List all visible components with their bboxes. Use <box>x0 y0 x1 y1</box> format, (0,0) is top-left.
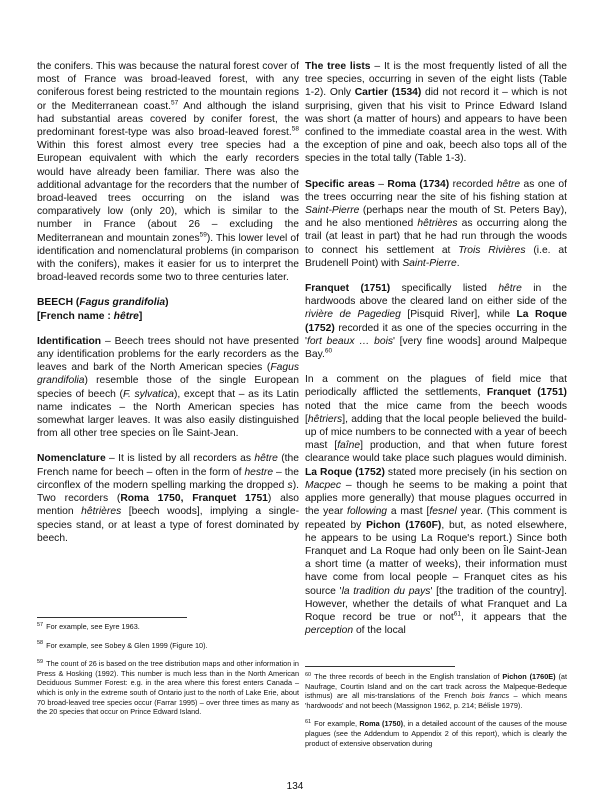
footnote-60: $^{60}$ The three records of beech in the English translation of Pichon (1760E) (at Naufrage, Courtin Island and on the cart track across the Malpeque-Bedeque isthmus) are all mis-translations of the French bois francs – which means 'hardwoods' and not beech (Massignon 1962, p. 214; Bélisle 1979). <box>305 671 567 710</box>
footnote-ref-60[interactable]: 60 <box>324 347 333 355</box>
footnote-59: $^{59}$ The count of 26 is based on the tree distribution maps and other information in Press & Hosking (1992). This number is much less than in the North American Deciduous Summer Forest: e.g. in the area where this forest enters Canada – which is only in the extreme south of Ontario just to the north of Lake Erie, about 70 broad-leaved tree species occur (Farrar 1995) – over three times as many as the 20 species that occur on Prince Edward Island. <box>37 658 299 717</box>
footnote-ref-61[interactable]: 61 <box>453 610 462 618</box>
beech-heading-line2: [French name : hêtre] <box>37 310 143 322</box>
footnotes-right <box>305 672 567 757</box>
footnote-ref-59[interactable]: 59 <box>199 231 207 239</box>
franquet-paragraph: Franquet (1751) specifically listed hêtre in the hardwoods above the cleared land on either side of the rivière de Pagedieg [Pisquid River], while La Roque (1752) recorded it as one of the species occurring in the 'fort beaux … bois' [very fine woods] around Malpeque Bay.$^{60}$ <box>305 283 567 361</box>
footnote-61: $^{61}$ For example, Roma (1750), in a detailed account of the causes of the mouse plagues (see the Addendum to Appendix 2 of this report), which is clearly the product of extensive observation during <box>305 718 567 748</box>
footnote-divider-right <box>305 666 455 667</box>
footnote-58: $^{58}$ For example, see Sobey & Glen 1999 (Figure 10). <box>37 640 208 650</box>
tree-lists-paragraph: The tree lists – It is the most frequently listed of all the tree species, occurring in seven of the eight lists (Table 1-2). Only Cartier (1534) did not record it – which is not surprising, given that his visit to Prince Edward Island was short (a matter of hours) and appears to have been confined to the immediate coastal area in the west. With the exception of pine and oak, beech also tops all of the species in the total tally (Table 1-3). <box>305 61 567 165</box>
footnote-divider-left <box>37 617 187 618</box>
specific-areas-title: Specific areas <box>305 178 375 190</box>
nomenclature-title: Nomenclature <box>37 453 106 465</box>
beech-section-heading <box>37 296 299 322</box>
page-number: 134 <box>286 781 304 792</box>
identification-title: Identification <box>37 335 102 347</box>
tree-lists-title: The tree lists <box>305 61 371 72</box>
specific-areas-paragraph: Specific areas – Roma (1734) recorded hêtre as one of the trees occurring near the site of his fishing station at Saint-Pierre (perhaps near the mouth of St. Peters Bay), and he also mentioned hêtrières as occurring along the trail (at least in part) that he had run through the woods to connect his settlement at Trois Rivières (i.e. at Brudenell Point) with Saint-Pierre. <box>305 178 568 269</box>
identification-paragraph: Identification – Beech trees should not have presented any identification problems for the early recorders as the leaves and bark of the North American species (Fagus grandifolia) resemble those of the single European species of beech (F. sylvatica), except that – as its Latin name indicates – the North American species has somewhat larger leaves. It was also easily distinguished from all other tree species on Île Saint-Jean. <box>37 335 299 440</box>
right-column <box>305 60 567 649</box>
footnote-57: $^{57}$ For example, see Eyre 1963. <box>37 621 140 631</box>
footnote-ref-58[interactable]: 58 <box>291 125 299 133</box>
intro-paragraph: the conifers. This was because the natural forest cover of most of France was broad-leaved forest, with any coniferous forest being restricted to the mountain regions or the Mediterranean coast.$^{57}$ And although the island had substantial areas covered by conifer forest, the predominant forest-type was also broad-leaved forest.$^{58}$ Within this forest almost every tree species had a European equivalent with which the early recorders would have already been familiar. There was also the additional advantage for the recorders that the number of broad-leaved trees occurring on the island was comparatively low (only 20), which is similar to the number in France (about 26 – excluding the Mediterranean and mountain zones$^{59}$). This lower level of identification and nomenclatural problems (in comparison with the conifers), makes it easier for us to interpret the broad-leaved records some two to three centuries later. <box>37 61 299 284</box>
left-column <box>37 60 299 557</box>
nomenclature-paragraph: Nomenclature – It is listed by all recorders as hêtre (the French name for beech – often in the form of hestre – the circonflex of the modern spelling marking the dropped s). Two recorders (Roma 1750, Franquet 1751) also mention hêtrières [beech woods], implying a single-species stand, or at least a type of forest dominated by beech. <box>37 453 300 544</box>
mouse-plagues-paragraph: In a comment on the plagues of field mice that periodically afflicted the settlements, Franquet (1751) noted that the mice came from the beech woods [hêtriers], adding that the local people believed the build-up of mice numbers to be connected with a year of beech mast [faîne] production, and that when future forest clearance would take place such plagues would diminish. La Roque (1752) stated more precisely (in his section on Macpec – though he seems to be making a point that applies more generally) that mouse plagues occurred in the year following a mast [fesnel year. (This comment is repeated by Pichon (1760F), but, as noted elsewhere, he appears to be using La Roque's report.) Since both Franquet and La Roque had only been on Île Saint-Jean a short time (a matter of weeks), their information must have come from local people – Franquet cites as his source 'la tradition du pays' [the tradition of the country]. However, whether the details of what Franquet and La Roque record be true or not$^{61}$, it appears that the perception of the local <box>305 374 568 637</box>
footnotes-left <box>37 622 299 726</box>
beech-heading-line1: BEECH (Fagus grandifolia) <box>37 297 169 309</box>
footnote-ref-57[interactable]: 57 <box>171 99 179 107</box>
